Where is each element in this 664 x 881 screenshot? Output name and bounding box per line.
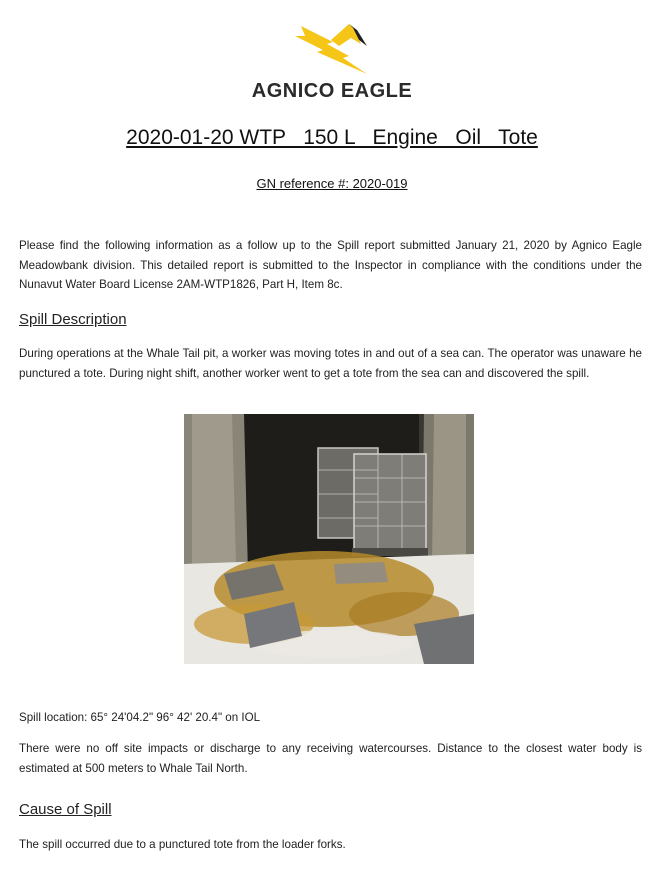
document-title: 2020-01-20 WTP 150 L Engine Oil Tote — [126, 126, 538, 149]
eagle-logo-icon — [287, 22, 377, 78]
impacts-paragraph: There were no off site impacts or discharge to any receiving watercourses. Distance to the closest water body is estimated at 500 meters to Whale Tail North. — [19, 742, 642, 775]
gn-reference: GN reference #: 2020-019 — [256, 176, 408, 191]
intro-paragraph: Please find the following information as a follow up to the Spill report submitted January 21, 2020 by Agnico Eagle Meadowbank division. This detailed report is submitted to the Inspector in compliance with the conditions under the Nunavut Water Board License 2AM-WTP1826, Part H, Item 8c. — [19, 239, 642, 291]
spill-description-paragraph: During operations at the Whale Tail pit, a worker was moving totes in and out of a sea can. The operator was unaware he punctured a tote. During night shift, another worker went to get a tote from the sea can and discovered the spill. — [19, 347, 642, 380]
spill-location: Spill location: 65° 24'04.2" 96° 42' 20.4" on IOL — [19, 711, 261, 724]
company-logo — [0, 22, 664, 103]
logo-wordmark: AGNICO EAGLE — [251, 80, 413, 102]
cause-paragraph: The spill occurred due to a punctured tote from the loader forks. — [19, 838, 346, 851]
spill-photo — [184, 414, 474, 664]
spill-description-heading: Spill Description — [19, 311, 127, 328]
cause-heading: Cause of Spill — [19, 801, 112, 818]
